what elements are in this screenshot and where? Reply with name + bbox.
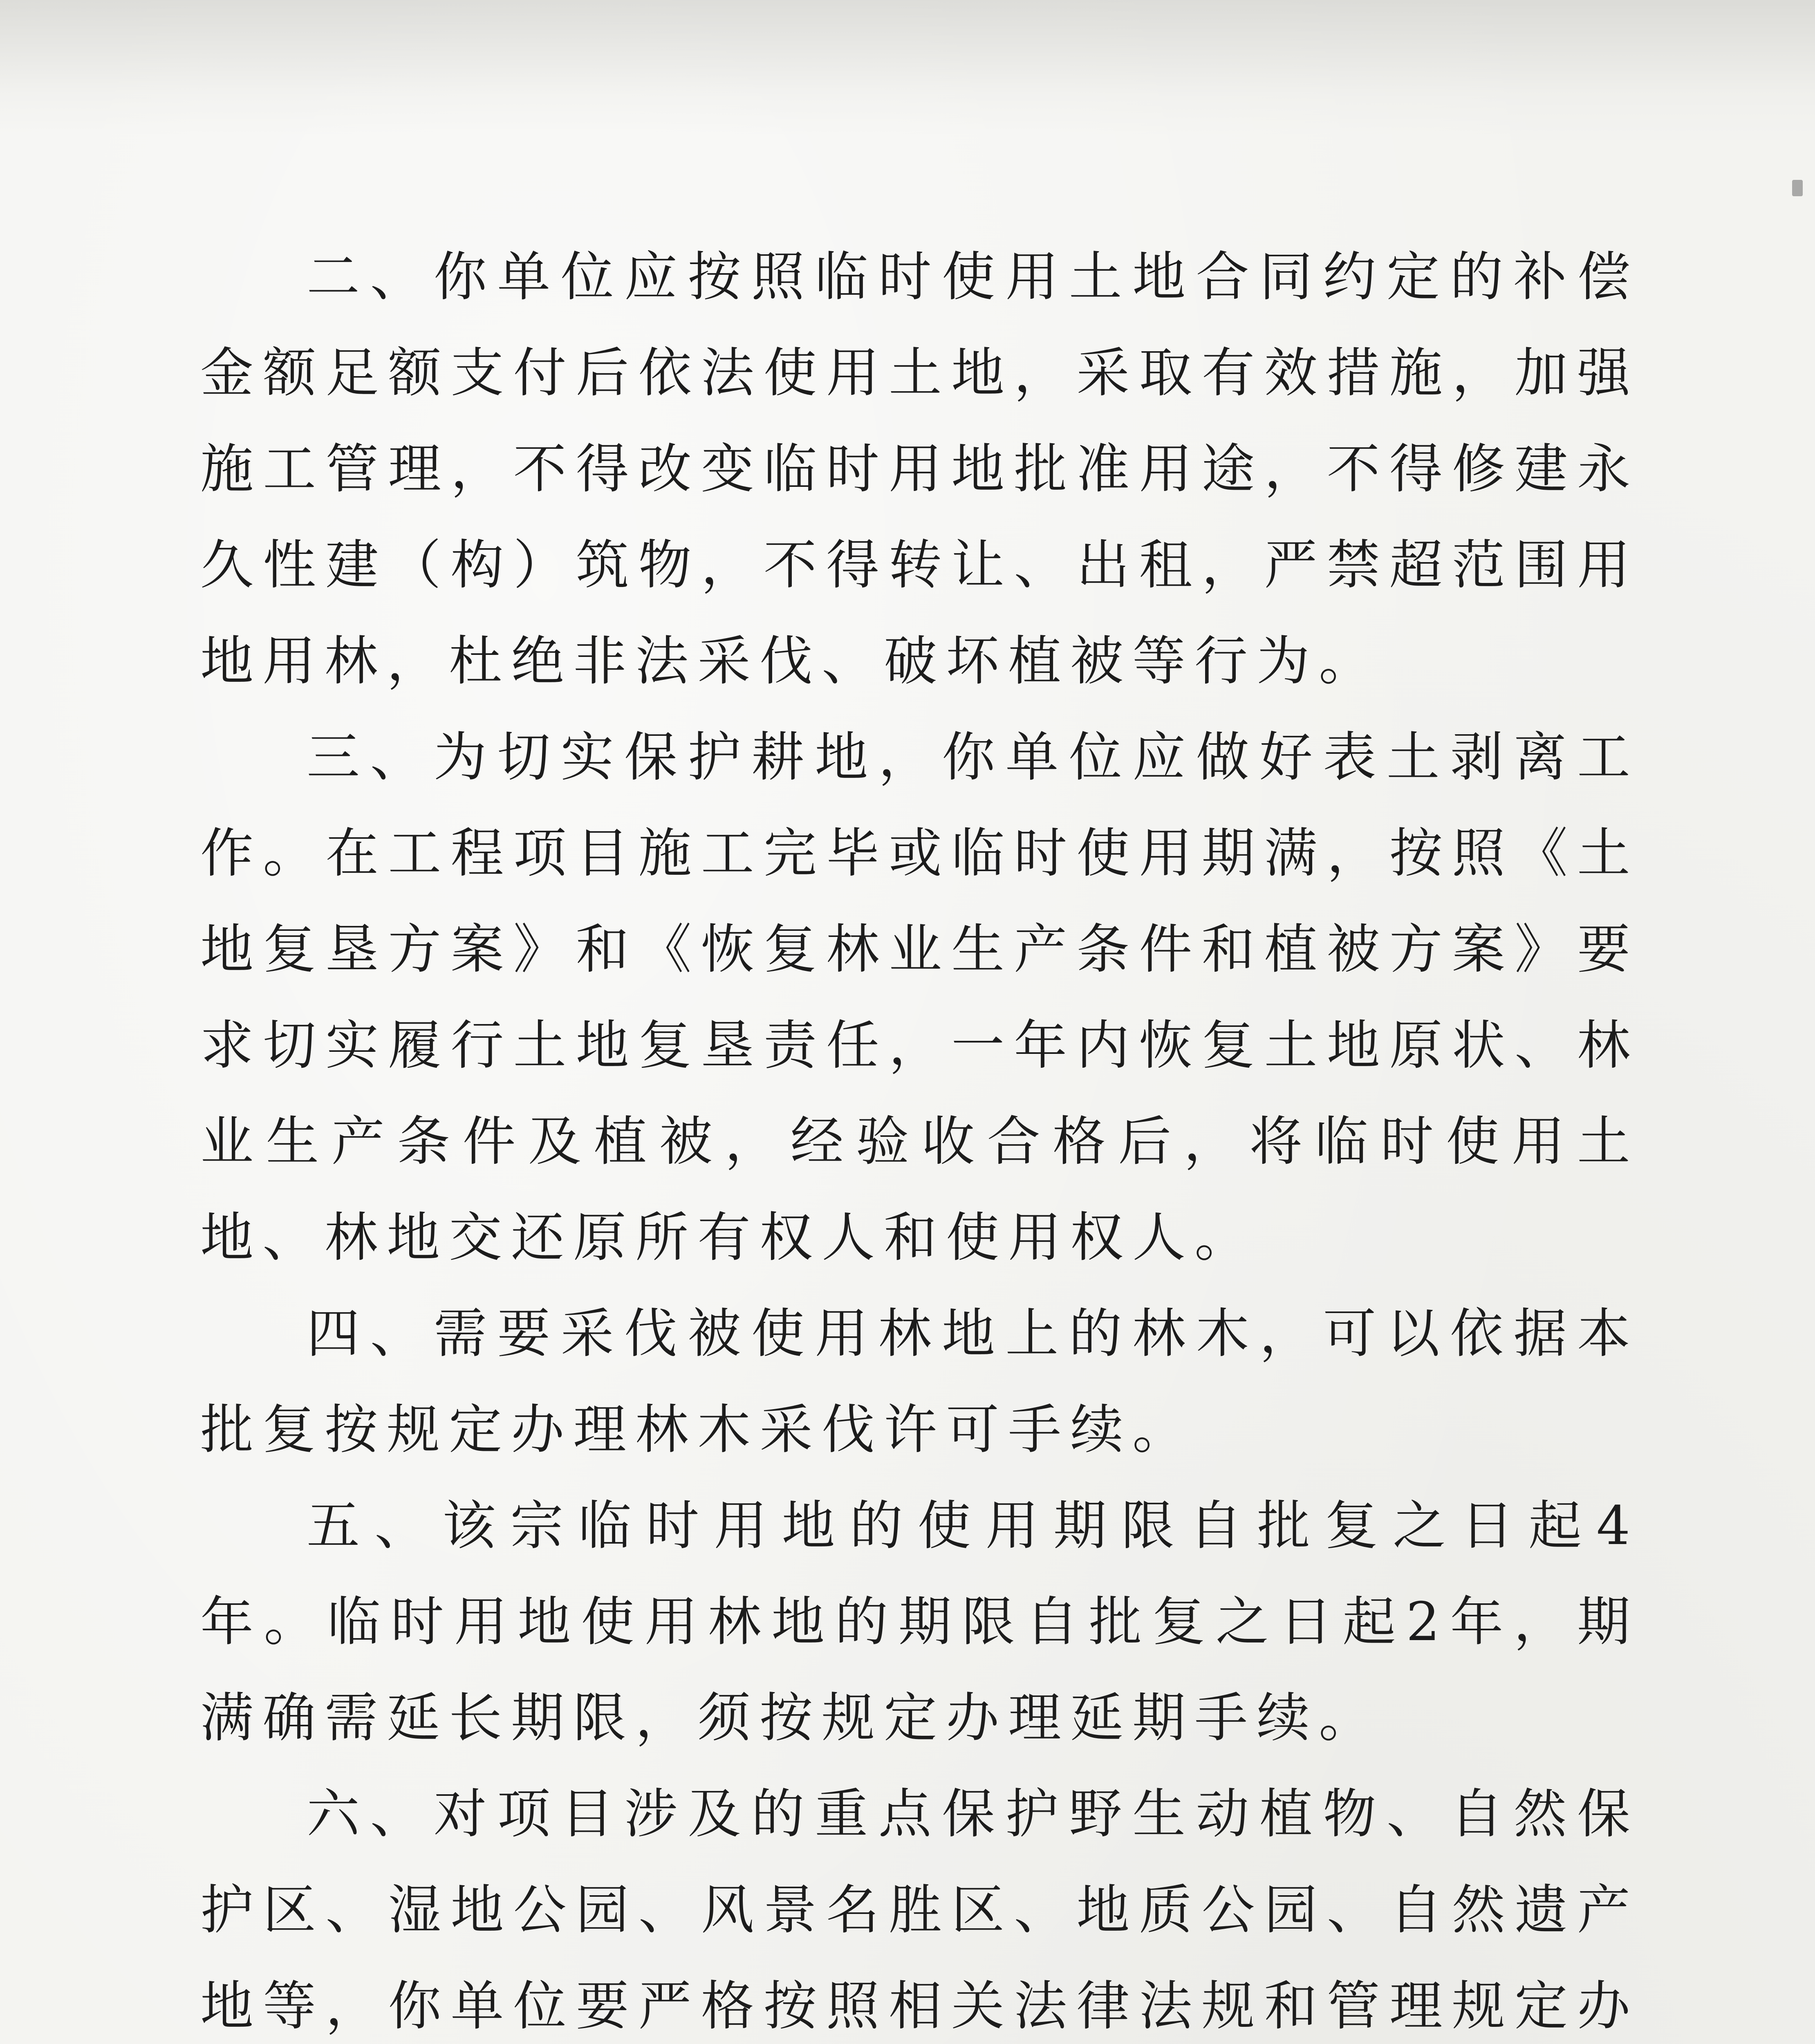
paragraph-item-6: 六、对项目涉及的重点保护野生动植物、自然保护区、湿地公园、风景名胜区、地质公园、自然遗产地等，你单位要严格按照相关法律法规和管理规定办 [200,1783,1639,2037]
paragraph-item-4: 四、需要采伐被使用林地上的林木，可以依据本批复按规定办理林木采伐许可手续。 [200,1302,1639,1461]
scan-edge-mark [1792,180,1803,196]
scan-shadow-top [0,0,1815,135]
paragraph-item-2: 二、你单位应按照临时使用土地合同约定的补偿金额足额支付后依法使用土地，采取有效措施，加强施工管理，不得改变临时用地批准用途，不得修建永久性建（构）筑物，不得转让、出租，严禁超范围用地用林，杜绝非法采伐、破坏植被等行为。 [200,246,1639,692]
paragraph-item-3: 三、为切实保护耕地，你单位应做好表土剥离工作。在工程项目施工完毕或临时使用期满，按照《土地复垦方案》和《恢复林业生产条件和植被方案》要求切实履行土地复垦责任，一年内恢复土地原状、林业生产条件及植被，经验收合格后，将临时使用土地、林地交还原所有权人和使用权人。 [200,726,1639,1269]
paragraph-item-5: 五、该宗临时用地的使用期限自批复之日起4年。临时用地使用林地的期限自批复之日起2年，期满确需延长期限，须按规定办理延期手续。 [200,1495,1639,1749]
document-body [200,229,1639,2044]
